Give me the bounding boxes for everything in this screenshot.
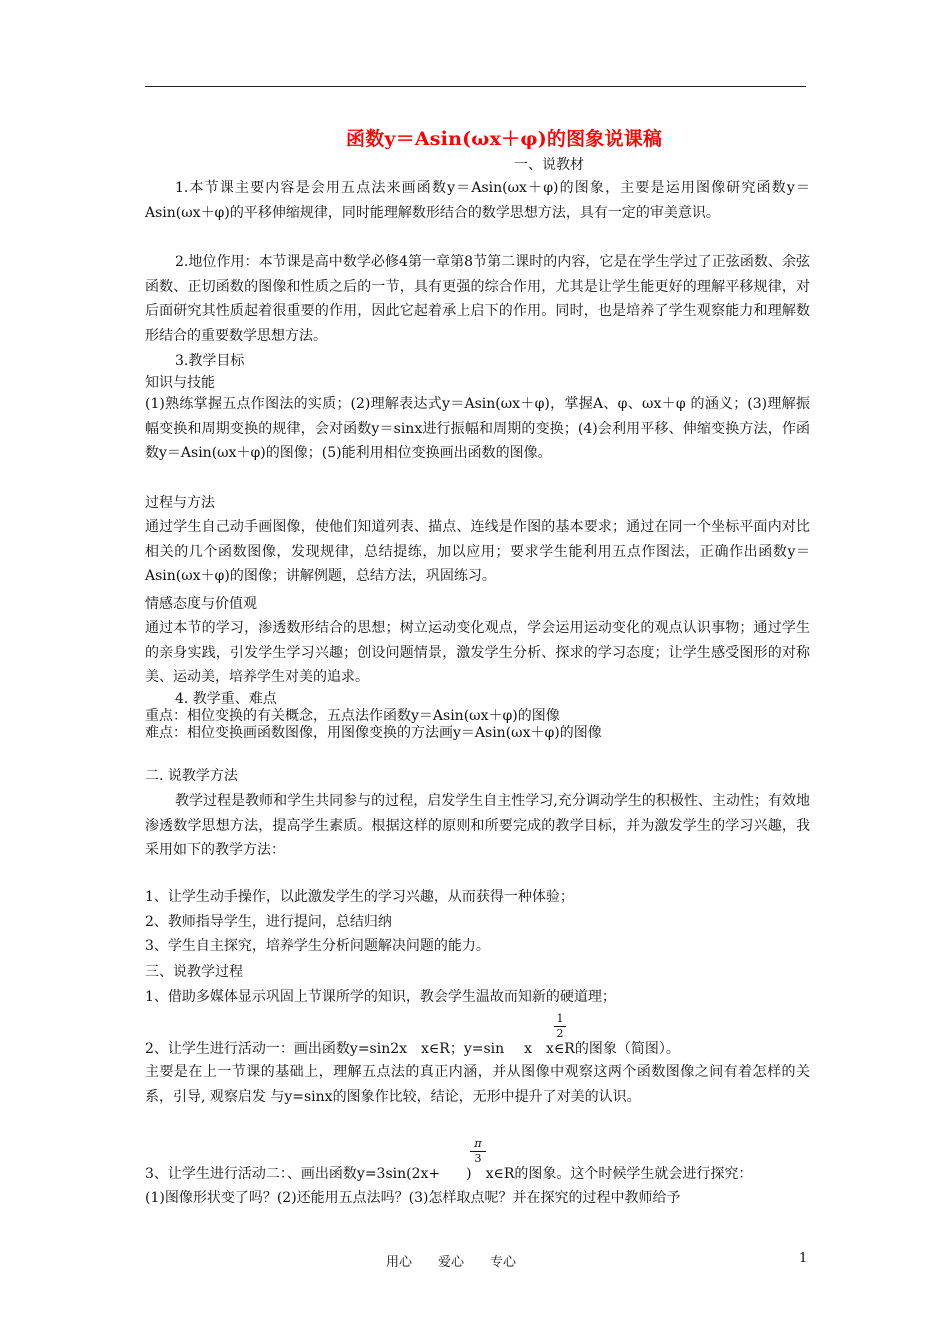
keypoints-heading: 4. 教学重、难点 xyxy=(175,691,277,707)
fraction-denominator: 3 xyxy=(474,1152,482,1165)
section-heading-teaching-material: 一、说教材 xyxy=(514,157,584,173)
section-heading-teaching-process: 三、说教学过程 xyxy=(145,964,243,980)
process-step-3 xyxy=(145,1163,752,1183)
process-step-3-text-a: 3、让学生进行活动二：、画出函数y=3sin(2x+ xyxy=(145,1166,441,1182)
difficult-point: 难点：相位变换画函数图像，用图像变换的方法画y＝Asin(ωx＋φ)的图像 xyxy=(145,725,602,741)
fraction-numerator: π xyxy=(474,1137,482,1150)
paragraph-main-content: 1.本节课主要内容是会用五点法来画函数y＝Asin(ωx＋φ)的图象，主要是运用图像研究函数y＝Asin(ωx＋φ)的平移伸缩规律，同时能理解数形结合的数学思想方法，具有一定的审美意识。 xyxy=(145,180,810,221)
key-point: 重点：相位变换的有关概念，五点法作函数y＝Asin(ωx＋φ)的图像 xyxy=(145,708,560,724)
fraction-numerator: 1 xyxy=(556,1012,564,1025)
process-step-1: 1、借助多媒体显示巩固上节课所学的知识，教会学生温故而知新的硬道理； xyxy=(145,989,616,1005)
paragraph-activity-1-explanation: 主要是在上一节课的基础上，理解五点法的真正内涵，并从图像中观察这两个函数图像之间有着怎样的关系，引导, 观察启发 与y=sinx的图象作比较，结论，无形中提升了对美的认识。 xyxy=(145,1064,810,1105)
process-step-3-text-b: ) x∈R的图象。这个时候学生就会进行探究： xyxy=(466,1166,753,1182)
goals-heading: 3.教学目标 xyxy=(175,353,245,369)
method-item-1: 1、让学生动手操作，以此激发学生的学习兴趣，从而获得一种体验； xyxy=(145,889,574,905)
method-item-2: 2、教师指导学生，进行提问，总结归纳 xyxy=(145,914,392,930)
document-title: 函数y＝Asin(ωx＋φ)的图象说课稿 xyxy=(346,128,663,150)
paragraph-teaching-method: 教学过程是教师和学生共同参与的过程，启发学生自主性学习,充分调动学生的积极性、主动性；有效地渗透数学思想方法，提高学生素质。根据这样的原则和所要完成的教学目标，并为激发学生的学习兴趣，我采用如下的教学方法： xyxy=(145,793,810,858)
subheading-process-method: 过程与方法 xyxy=(145,495,215,511)
paragraph-position-role: 2.地位作用：本节课是高中数学必修4第一章第8节第二课时的内容，它是在学生学过了正弦函数、余弦函数、正切函数的图像和性质之后的一节，具有更强的综合作用，尤其是让学生能更好的理解平移规律，对后面研究其性质起着很重要的作用，因此它起着承上启下的作用。同时，也是培养了学生观察能力和理解数形结合的重要数学思想方法。 xyxy=(145,254,810,344)
fraction-denominator: 2 xyxy=(556,1027,564,1040)
process-step-3-questions: (1)图像形状变了吗？(2)还能用五点法吗？(3)怎样取点呢？并在探究的过程中教师给予 xyxy=(145,1190,681,1206)
footer-motto: 用心 爱心 专心 xyxy=(386,1255,517,1270)
fraction-pi-over-three xyxy=(470,1138,486,1165)
page-number: 1 xyxy=(799,1251,808,1266)
subheading-emotion-values: 情感态度与价值观 xyxy=(145,596,257,612)
section-heading-teaching-method: 二. 说教学方法 xyxy=(145,768,238,784)
subheading-knowledge-skills: 知识与技能 xyxy=(145,375,215,391)
process-step-2-text-b: x x∈R的图象（简图）。 xyxy=(524,1041,680,1057)
method-item-3: 3、学生自主探究，培养学生分析问题解决问题的能力。 xyxy=(145,938,490,954)
process-step-2-text-a: 2、让学生进行活动一：画出函数y=sin2x x∈R；y=sin xyxy=(145,1041,505,1057)
header-rule xyxy=(145,86,806,87)
paragraph-process-method: 通过学生自己动手画图像，使他们知道列表、描点、连线是作图的基本要求；通过在同一个坐标平面内对比相关的几个函数图像，发现规律，总结提练，加以应用；要求学生能利用五点作图法，正确作出函数y＝Asin(ωx＋φ)的图像；讲解例题，总结方法，巩固练习。 xyxy=(145,519,810,584)
fraction-one-half xyxy=(554,1013,566,1040)
paragraph-knowledge-skills: (1)熟练掌握五点作图法的实质；(2)理解表达式y＝Asin(ωx＋φ)，掌握A、φ、ωx＋φ 的涵义；(3)理解振幅变换和周期变换的规律，会对函数y＝sinx进行振幅和周期的变换；(4)会利用平移、伸缩变换方法，作函数y＝Asin(ωx＋φ)的图像；(5)能利用相位变换画出函数的图像。 xyxy=(145,396,810,461)
process-step-2 xyxy=(145,1038,680,1058)
paragraph-emotion-values: 通过本节的学习，渗透数形结合的思想；树立运动变化观点，学会运用运动变化的观点认识事物；通过学生的亲身实践，引发学生学习兴趣；创设问题情景，激发学生分析、探求的学习态度；让学生感受图形的对称美、运动美，培养学生对美的追求。 xyxy=(145,620,810,685)
